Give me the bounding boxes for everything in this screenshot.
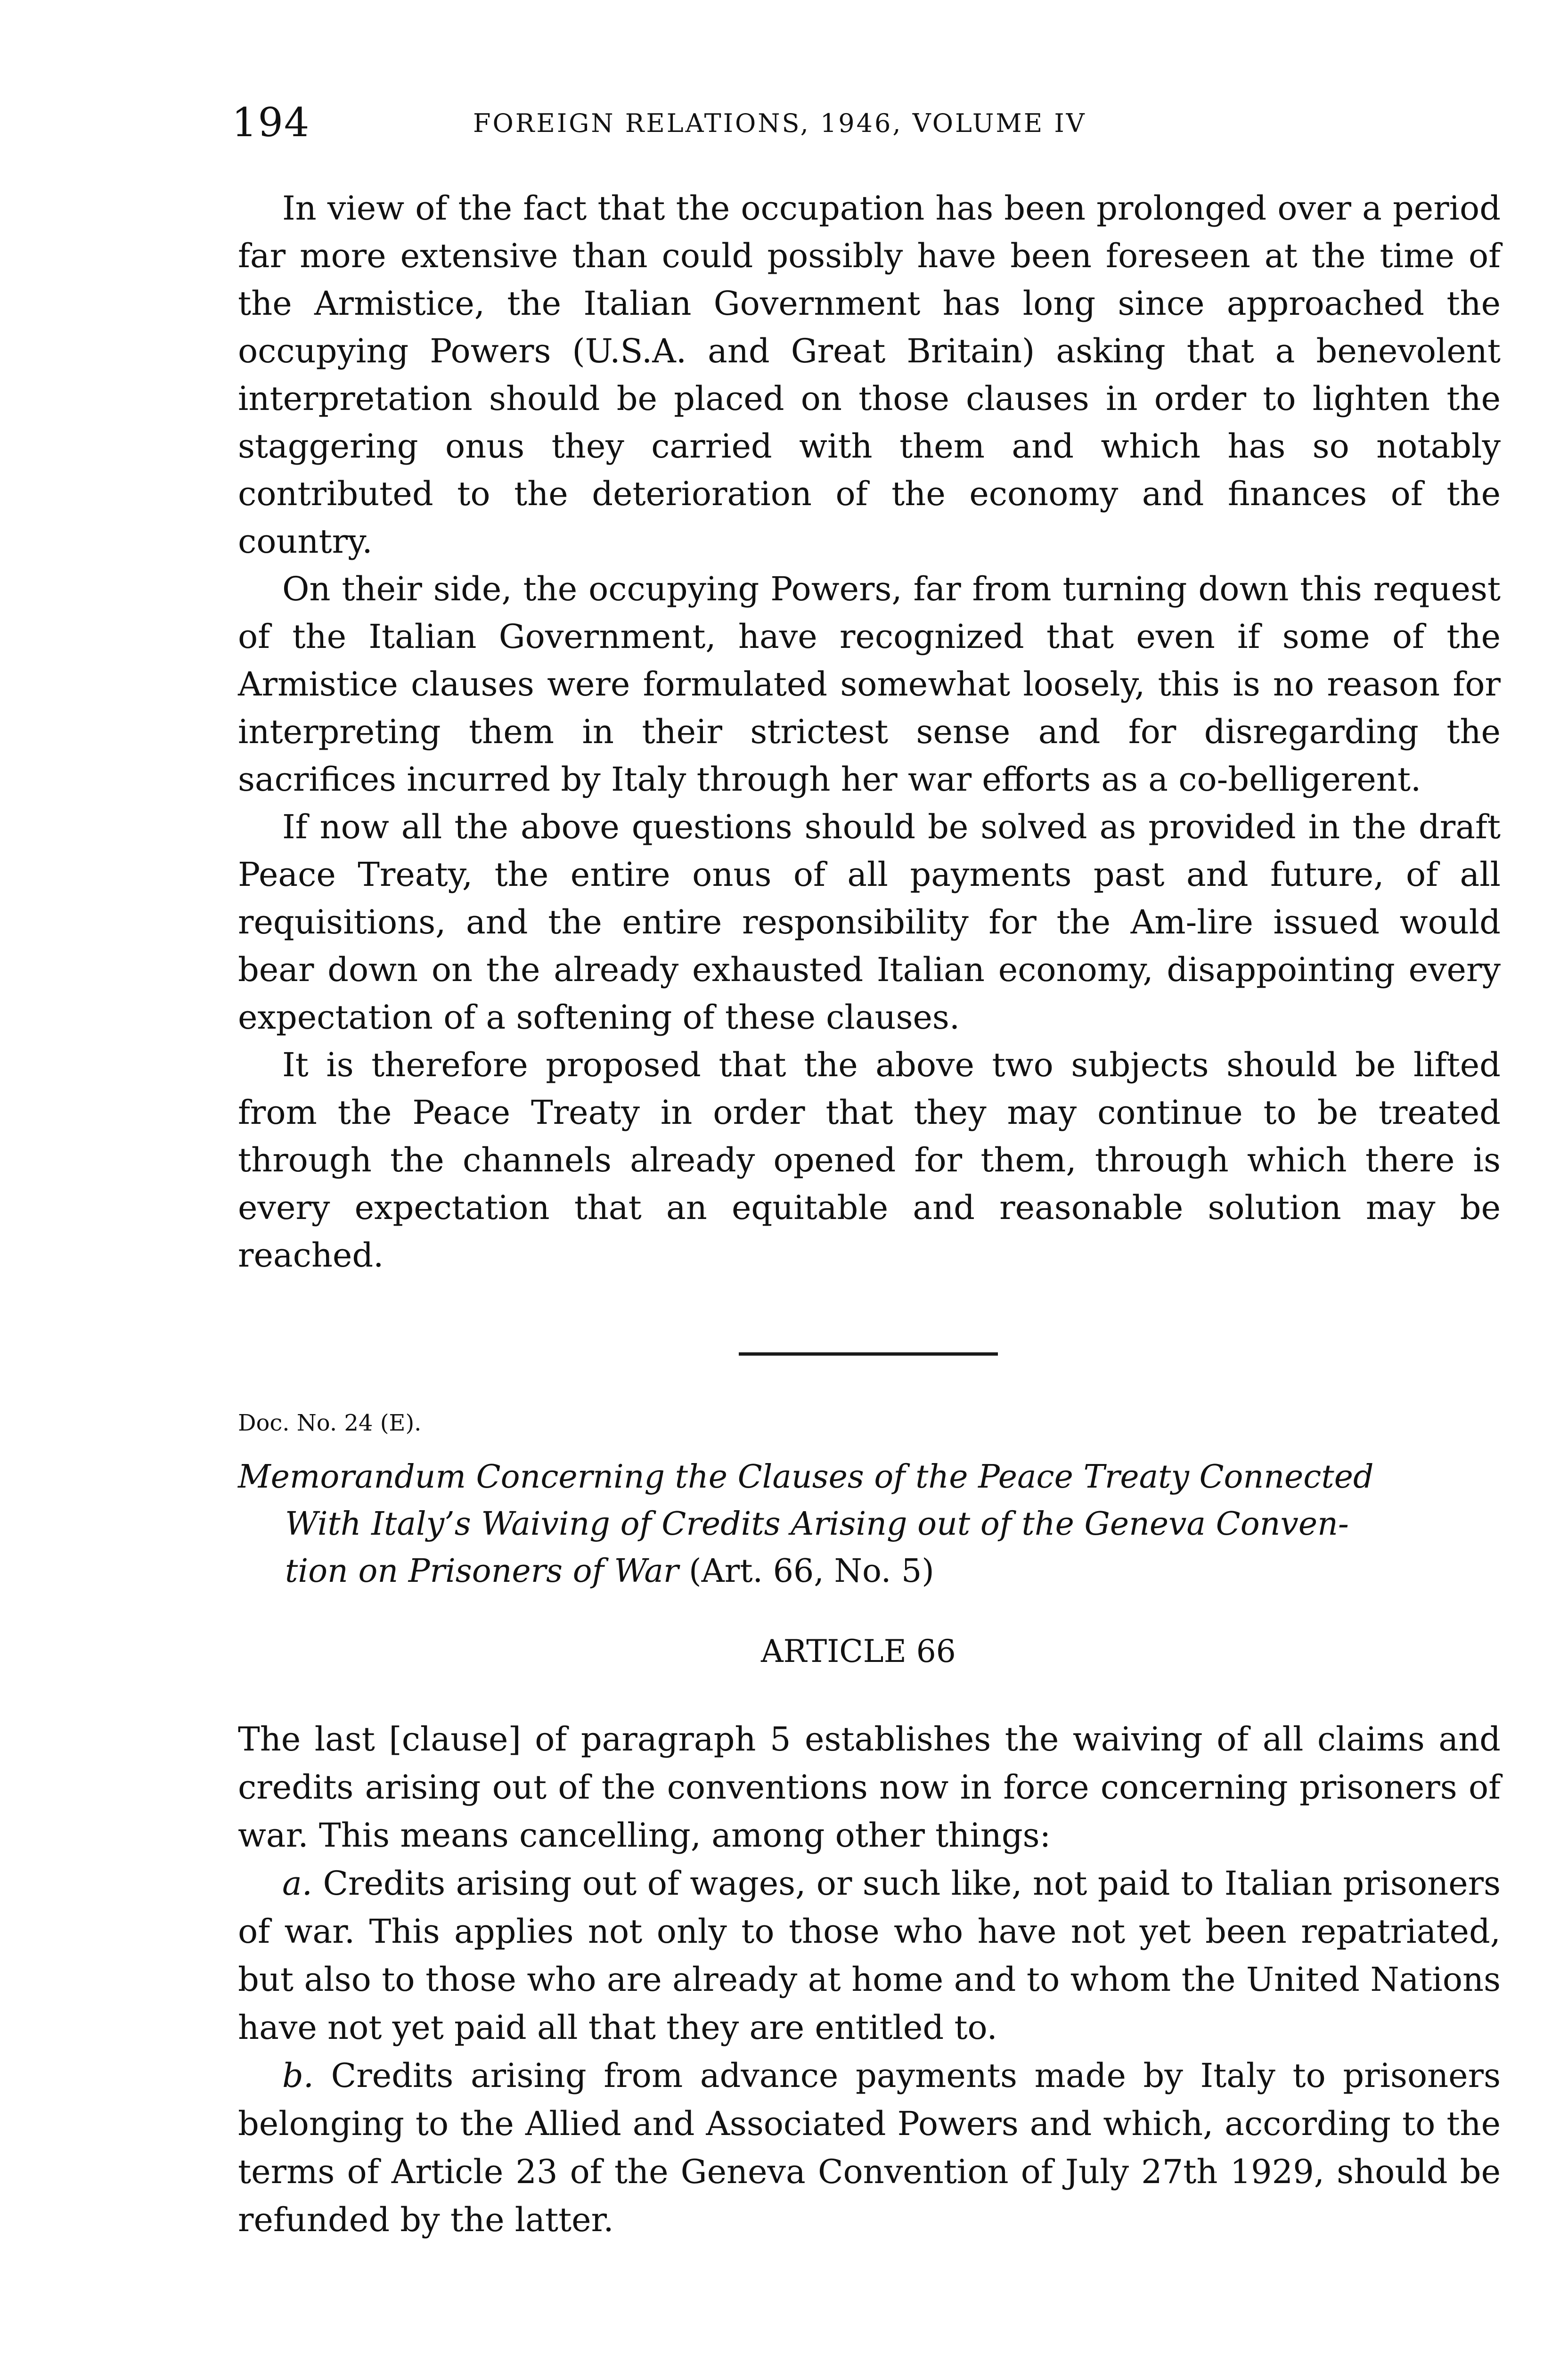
page-number: 194	[232, 99, 310, 146]
paragraph-2: On their side, the occupying Powers, far from turning down this request of the Italian Government, have recognized that even if some of the Armistice clauses were formulated somewhat loosely, this is no reason for interpreting them in their strictest sense and for disregarding the sacrifices incurred by Italy through her war efforts as a co-belligerent.	[238, 570, 1501, 799]
article-item-a-text: Credits arising out of wages, or such like, not paid to Italian prisoners of war. This applies not only to those who have not yet been repatriated, but also to those who are already at home and to whom the United Nations have not yet paid all that they are entitled to.	[238, 1864, 1501, 2047]
memorandum-title	[238, 1454, 1501, 1595]
running-head	[232, 99, 1504, 151]
article-item-b-text: Credits arising from advance payments made by Italy to prisoners belonging to the Allied and Associated Powers and which, according to the terms of Article 23 of the Geneva Convention of July 27th 1929, should be refunded by the latter.	[238, 2056, 1501, 2239]
memo-title-line-1: Memorandum Concerning the Clauses of the Peace Treaty Connected	[238, 1458, 1374, 1496]
memo-title-line-3-plain: (Art. 66, No. 5)	[678, 1553, 934, 1590]
memo-title-line-3	[238, 1548, 1501, 1595]
paragraph-3: If now all the above questions should be solved as provided in the draft Peace Treaty, the entire onus of all payments past and future, of all requisitions, and the entire responsibility for the Am-lire issued would bear down on the already exhausted Italian economy, disappointing every expectation of a softening of these clauses.	[238, 808, 1501, 1037]
header-title: FOREIGN RELATIONS, 1946, VOLUME IV	[473, 108, 1086, 138]
document-number: Doc. No. 24 (E).	[238, 1410, 422, 1436]
article-body	[238, 1715, 1501, 2244]
memo-title-line-3-italic: tion on Prisoners of War	[285, 1553, 679, 1590]
section-divider	[739, 1352, 998, 1356]
memo-title-line-2: With Italy’s Waiving of Credits Arising out of the Geneva Conven-	[285, 1505, 1349, 1543]
article-intro: The last [clause] of paragraph 5 establishes the waiving of all claims and credits arising out of the conventions now in force concerning prisoners of war. This means cancelling, among other things:	[238, 1720, 1501, 1855]
article-item-b	[238, 2052, 1501, 2244]
paragraph-1: In view of the fact that the occupation has been prolonged over a period far more extensive than could possibly have been foreseen at the time of the Armistice, the Italian Government has long since approached the occupying Powers (U.S.A. and Great Britain) asking that a benevolent interpretation should be placed on those clauses in order to lighten the staggering onus they carried with them and which has so notably contributed to the deterioration of the economy and finances of the country.	[238, 189, 1501, 561]
body-text	[238, 185, 1501, 1279]
article-heading: ARTICLE 66	[761, 1633, 956, 1669]
article-item-b-label: b.	[282, 2056, 314, 2095]
paragraph-4: It is therefore proposed that the above two subjects should be lifted from the Peace Treaty in order that they may continue to be treated through the channels already opened for them, through which there is every expectation that an equitable and reasonable solution may be reached.	[238, 1046, 1501, 1275]
article-item-a-label: a.	[282, 1864, 312, 1903]
article-item-a	[238, 1859, 1501, 2052]
